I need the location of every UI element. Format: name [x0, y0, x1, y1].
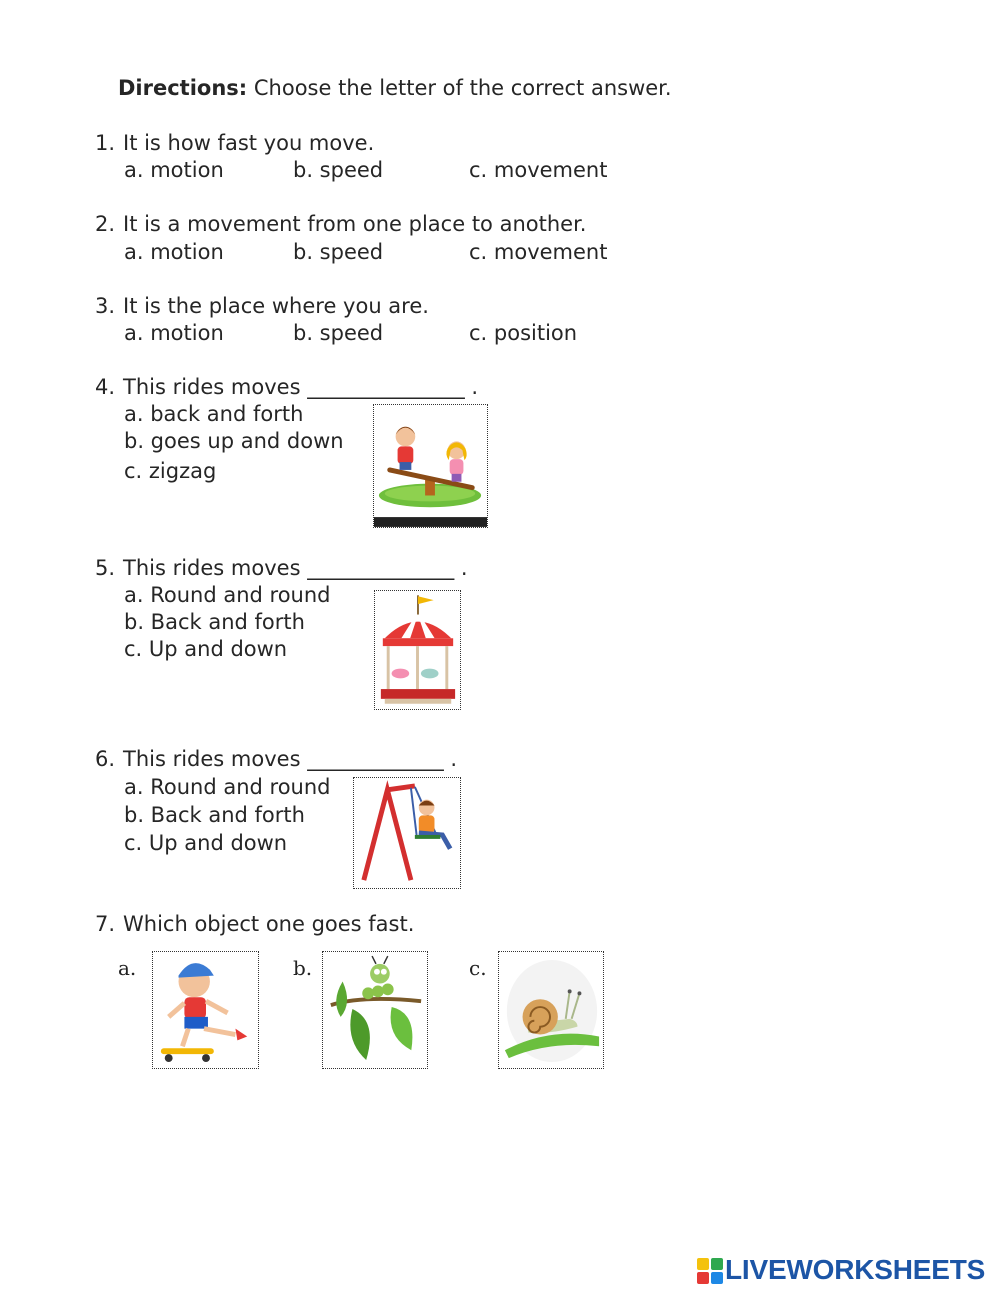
option-a[interactable]: a. back and forth [124, 402, 304, 426]
question-number: 4. [95, 375, 116, 399]
option-b[interactable]: b. speed [293, 240, 384, 264]
question-text: It is a movement from one place to another. [123, 212, 587, 236]
option-b[interactable]: b. Back and forth [124, 803, 305, 827]
option-a[interactable]: a. motion [124, 158, 224, 182]
carousel-image [374, 590, 461, 710]
question-number: 5. [95, 556, 116, 580]
logo-text: LIVEWORKSHEETS [725, 1254, 986, 1285]
option-b[interactable]: b. goes up and down [124, 429, 344, 453]
choice-b-image[interactable] [322, 951, 428, 1069]
option-c[interactable]: c. Up and down [124, 831, 288, 855]
choice-a-image[interactable] [152, 951, 259, 1069]
question-text: Which object one goes fast. [123, 912, 415, 936]
choice-a-letter: a. [118, 956, 137, 980]
choice-b-letter: b. [293, 956, 313, 980]
option-a[interactable]: a. motion [124, 321, 224, 345]
choice-c-letter: c. [469, 956, 487, 980]
question-text: This rides moves ______________ . [123, 556, 468, 580]
directions-text: Choose the letter of the correct answer. [253, 76, 672, 100]
question-number: 6. [95, 747, 116, 771]
option-b[interactable]: b. speed [293, 321, 384, 345]
option-c[interactable]: c. movement [469, 240, 608, 264]
swing-image [353, 777, 461, 889]
question-number: 3. [95, 294, 116, 318]
option-a[interactable]: a. Round and round [124, 583, 331, 607]
directions-label: Directions: [118, 76, 248, 100]
option-c[interactable]: c. position [469, 321, 578, 345]
seesaw-illustration [374, 405, 487, 527]
question-text: It is the place where you are. [123, 294, 429, 318]
option-a[interactable]: a. Round and round [124, 775, 331, 799]
choice-c-image[interactable] [498, 951, 604, 1069]
option-a[interactable]: a. motion [124, 240, 224, 264]
option-b[interactable]: b. speed [293, 158, 384, 182]
question-number: 7. [95, 912, 116, 936]
question-text: This rides moves _______________ . [123, 375, 479, 399]
caterpillar-illustration [323, 952, 427, 1068]
option-c[interactable]: c. zigzag [124, 459, 217, 483]
swing-illustration [354, 778, 460, 888]
question-text: This rides moves _____________ . [123, 747, 458, 771]
question-number: 1. [95, 131, 116, 155]
question-number: 2. [95, 212, 116, 236]
option-c[interactable]: c. movement [469, 158, 608, 182]
carousel-illustration [375, 591, 460, 709]
snail-illustration [499, 952, 603, 1068]
question-text: It is how fast you move. [123, 131, 375, 155]
option-c[interactable]: c. Up and down [124, 637, 288, 661]
logo-blocks-icon [697, 1258, 723, 1284]
option-b[interactable]: b. Back and forth [124, 610, 305, 634]
directions [118, 75, 672, 101]
seesaw-image [373, 404, 488, 528]
skateboarder-illustration [153, 952, 258, 1068]
